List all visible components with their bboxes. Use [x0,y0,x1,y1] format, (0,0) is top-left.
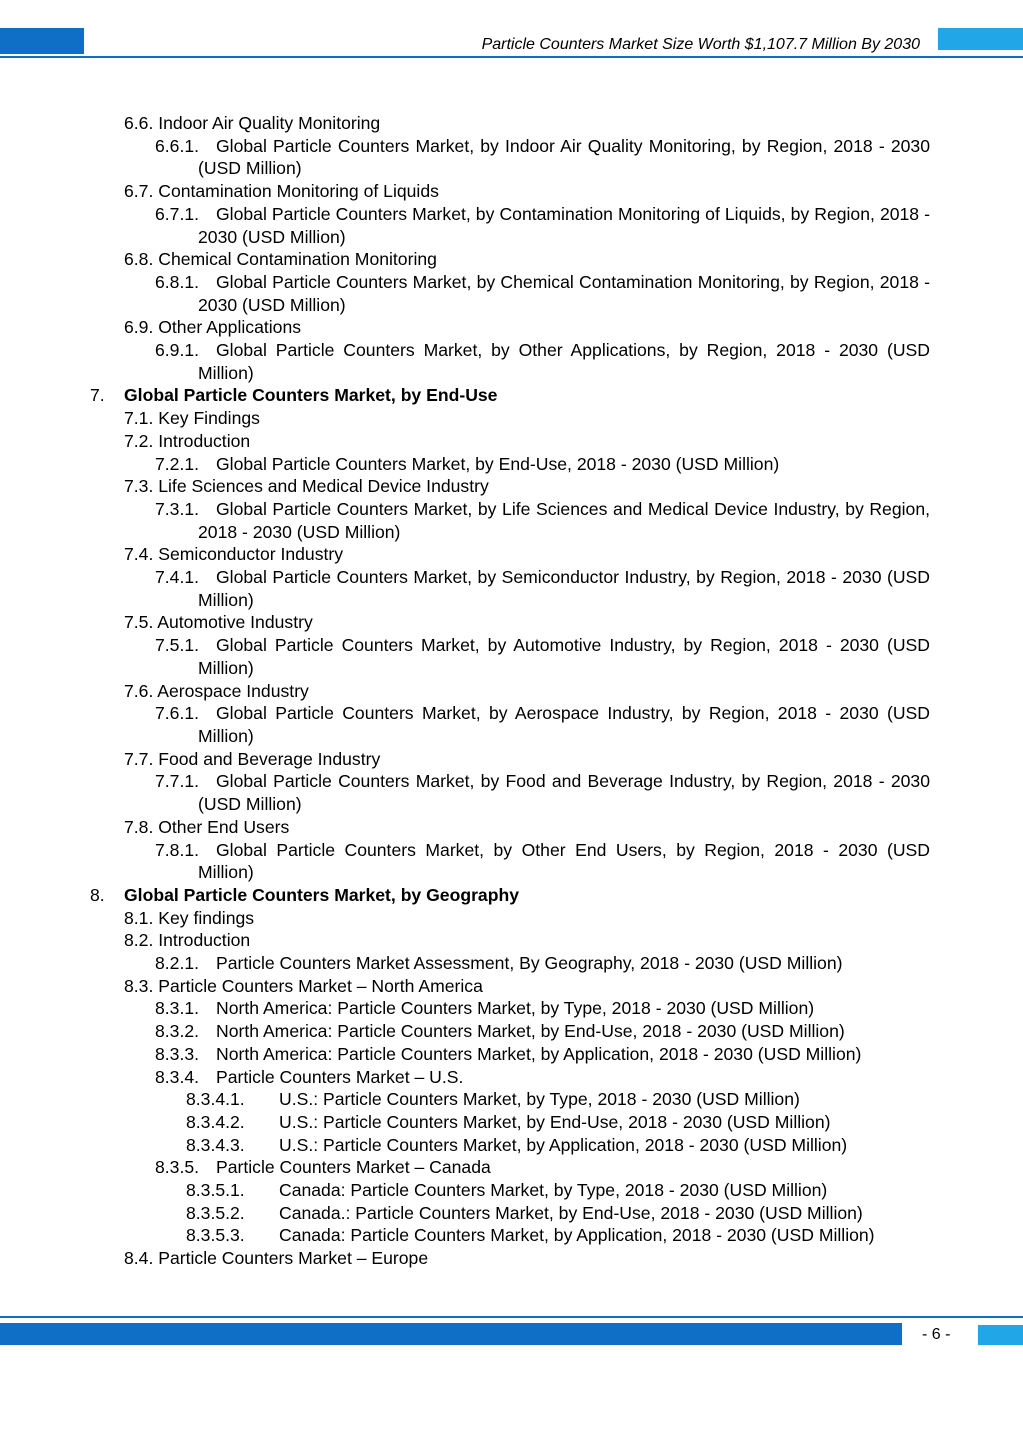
toc-entry-number: 8.3.5.2. [186,1202,245,1223]
toc-entry-text: Particle Counters Market – U.S. [216,1066,464,1087]
toc-entry-number: 8.3.5. [155,1157,200,1178]
toc-entry [0,475,1023,498]
toc-entry-text: Particle Counters Market Assessment, By Geography, 2018 - 2030 (USD Million) [216,953,843,974]
toc-entry [0,997,1023,1020]
toc-entry [0,248,1023,271]
toc-entry-text: 7.8. Other End Users [124,816,290,837]
footer-accent-right [978,1325,1023,1345]
toc-entry [0,453,1023,476]
toc-entry-text: Global Particle Counters Market, by Food and Beverage Industry, by Region, 2018 - 2030 (USD Million) [198,771,930,815]
toc-entry [0,1247,1023,1270]
toc-entry-text: Global Particle Counters Market, by Indoor Air Quality Monitoring, by Region, 2018 - 2030 (USD Million) [198,135,930,179]
toc-entry-text: Particle Counters Market – Canada [216,1157,491,1178]
footer-rule [0,1316,1023,1318]
toc-entry-number: 6.8.1. [155,271,200,292]
toc-entry-text: Global Particle Counters Market, by Aerospace Industry, by Region, 2018 - 2030 (USD Million) [198,703,930,746]
toc-entry-text: Canada: Particle Counters Market, by Application, 2018 - 2030 (USD Million) [279,1225,875,1246]
toc-entry [0,1202,1023,1225]
header-accent-left [0,28,84,54]
toc-entry [0,498,1023,543]
toc-entry-number: 6.7.1. [155,203,200,224]
toc-entry [0,203,1023,248]
header-accent-right [938,28,1023,50]
toc-entry-text: 6.6. Indoor Air Quality Monitoring [124,113,381,133]
toc-entry-number: 7.8.1. [155,839,200,860]
toc-entry-text: 7.4. Semiconductor Industry [124,544,344,565]
toc-entry [0,1156,1023,1179]
footer-accent-bar [0,1323,902,1345]
toc-entry-text: 8.2. Introduction [124,930,251,951]
toc-entry-text: 7.2. Introduction [124,430,251,451]
toc-entry [0,1043,1023,1066]
toc-entry-number: 7. [90,385,105,406]
toc-entry-text: North America: Particle Counters Market, by Application, 2018 - 2030 (USD Million) [216,1043,862,1064]
toc-entry [0,1134,1023,1157]
toc-entry [0,839,1023,884]
toc-entry-number: 8. [90,884,105,905]
toc-entry-text: 8.4. Particle Counters Market – Europe [124,1248,429,1269]
toc-entry [0,180,1023,203]
toc-entry-text: Global Particle Counters Market, by Life Sciences and Medical Device Industry, by Region, 2018 - 2030 (USD Million) [198,498,930,542]
toc-entry [0,316,1023,339]
toc-entry-text: U.S.: Particle Counters Market, by End-Use, 2018 - 2030 (USD Million) [279,1111,831,1132]
toc-entry-text: 7.6. Aerospace Industry [124,680,309,701]
toc-entry-text: 6.9. Other Applications [124,317,302,338]
toc-entry [0,1224,1023,1247]
toc-entry-text: U.S.: Particle Counters Market, by Type, 2018 - 2030 (USD Million) [279,1089,800,1110]
toc-entry-text: 7.5. Automotive Industry [124,612,313,633]
toc-entry-number: 8.3.5.3. [186,1225,245,1246]
toc-entry [0,430,1023,453]
toc-entry [0,384,1023,407]
toc-entry [0,816,1023,839]
toc-entry [0,907,1023,930]
toc-entry-text: Global Particle Counters Market, by Other Applications, by Region, 2018 - 2030 (USD Million) [198,340,930,383]
toc-entry [0,112,1023,135]
toc-entry-number: 8.3.4. [155,1066,200,1087]
toc-entry [0,975,1023,998]
toc-entry-number: 7.5.1. [155,635,200,656]
toc-entry-number: 7.6.1. [155,703,200,724]
toc-entry [0,543,1023,566]
header-rule [0,56,1023,58]
toc-entry [0,748,1023,771]
toc-entry-text: 7.7. Food and Beverage Industry [124,748,381,769]
toc-entry-number: 8.3.4.1. [186,1089,245,1110]
toc-entry-number: 6.9.1. [155,340,200,361]
toc-entry-number: 8.3.3. [155,1043,200,1064]
toc-entry [0,1111,1023,1134]
toc-entry-text: Global Particle Counters Market, by Geography [124,884,519,905]
toc-entry-text: Global Particle Counters Market, by End-Use, 2018 - 2030 (USD Million) [216,453,780,474]
toc-entry [0,566,1023,611]
toc-entry [0,770,1023,815]
toc-entry [0,339,1023,384]
toc-entry [0,1020,1023,1043]
toc-entry-text: 7.1. Key Findings [124,408,260,429]
toc-entry-text: Canada: Particle Counters Market, by Type, 2018 - 2030 (USD Million) [279,1180,828,1201]
toc-entry-text: 8.3. Particle Counters Market – North America [124,975,483,996]
toc-entry [0,407,1023,430]
toc-entry [0,135,1023,180]
toc-entry-number: 8.3.1. [155,998,200,1019]
page-number: - 6 - [922,1326,951,1343]
toc-entry [0,929,1023,952]
toc-entry [0,611,1023,634]
toc-entry-text: Canada.: Particle Counters Market, by End-Use, 2018 - 2030 (USD Million) [279,1202,863,1223]
toc-entry-number: 8.3.4.2. [186,1111,245,1132]
toc-entry-text: Global Particle Counters Market, by Semiconductor Industry, by Region, 2018 - 2030 (USD Million) [198,567,930,610]
toc-entry [0,634,1023,679]
toc-entry-number: 8.3.5.1. [186,1180,245,1201]
toc-entry-text: North America: Particle Counters Market, by End-Use, 2018 - 2030 (USD Million) [216,1021,845,1042]
toc-entry-text: Global Particle Counters Market, by Other End Users, by Region, 2018 - 2030 (USD Million) [198,839,930,883]
toc-entry [0,271,1023,316]
toc-entry-text: North America: Particle Counters Market, by Type, 2018 - 2030 (USD Million) [216,998,815,1019]
toc-entry-number: 7.3.1. [155,498,200,519]
toc-entry-number: 7.7.1. [155,771,200,792]
toc-entry [0,1179,1023,1202]
toc-entry-text: 6.8. Chemical Contamination Monitoring [124,249,437,270]
toc-entry-text: 7.3. Life Sciences and Medical Device Industry [124,476,489,497]
toc-entry-text: Global Particle Counters Market, by Chemical Contamination Monitoring, by Region, 2018 - 2030 (USD Million) [198,271,930,315]
toc-entry-text: Global Particle Counters Market, by Contamination Monitoring of Liquids, by Region, 2018 - 2030 (USD Million) [198,203,930,247]
toc-entry-number: 6.6.1. [155,135,200,156]
toc-entry [0,884,1023,907]
toc-entry [0,952,1023,975]
toc-entry-number: 8.3.2. [155,1021,200,1042]
toc-entry-text: Global Particle Counters Market, by End-Use [124,385,498,406]
table-of-contents [0,112,1023,1270]
toc-entry-text: 8.1. Key findings [124,907,255,928]
toc-entry-number: 8.3.4.3. [186,1134,245,1155]
toc-entry-number: 7.2.1. [155,453,200,474]
running-header-title: Particle Counters Market Size Worth $1,107.7 Million By 2030 [481,36,920,53]
toc-entry-text: U.S.: Particle Counters Market, by Application, 2018 - 2030 (USD Million) [279,1134,848,1155]
toc-entry [0,1066,1023,1089]
toc-entry-number: 7.4.1. [155,567,200,588]
toc-entry-text: Global Particle Counters Market, by Automotive Industry, by Region, 2018 - 2030 (USD Million) [198,635,930,678]
toc-entry-text: 6.7. Contamination Monitoring of Liquids [124,181,439,202]
toc-entry [0,702,1023,747]
toc-entry [0,680,1023,703]
toc-entry-number: 8.2.1. [155,953,200,974]
toc-entry [0,1088,1023,1111]
